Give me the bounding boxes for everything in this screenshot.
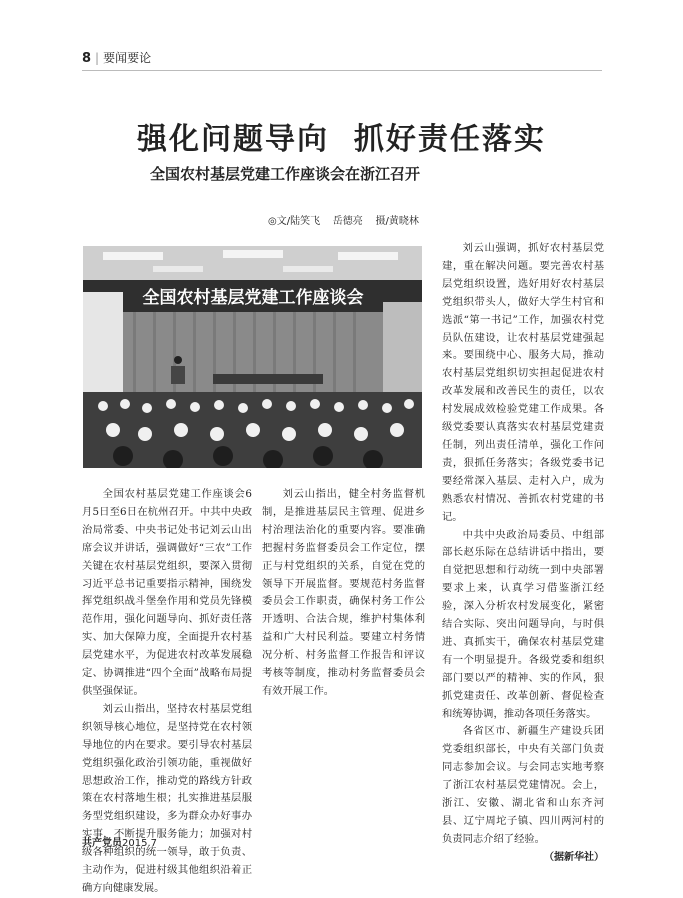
paragraph: 中共中央政治局委员、中组部部长赵乐际在总结讲话中指出，要自觉把思想和行动统一到中央部署要求上来，认真学习借鉴浙江经验，深入分析农村发展变化，紧密结合实际、突出问题导向，与时俱进、真抓实干，确保农村基层党建有一个明显提升。各级党委和组织部门要以严的精神、实的作风，狠抓党建责任、改革创新、督促检查和统筹协调，推动各项任务落实。 [442, 528, 604, 720]
page-header: 8 | 要闻要论 [82, 51, 152, 66]
article-subtitle: 全国农村基层党建工作座谈会在浙江召开 [150, 165, 421, 183]
header-rule [82, 70, 602, 71]
paragraph: 刘云山强调，抓好农村基层党建，重在解决问题。要完善农村基层党组织设置，选好用好农村基层党组织带头人，做好大学生村官和选派“第一书记”工作，加强农村党员队伍建设，让农村基层党建强起来。要围绕中心、服务大局，推动农村基层党组织切实担起促进农村改革发展和改善民生的责任，以农村发展成效检验党建工作成果。各级党委要认真落实农村基层党建责任制，列出责任清单，强化工作问责，狠抓任务落实；各级党委书记要经常深入基层、走村入户，成为熟悉农村情况、善抓农村党建的书记。 [442, 242, 604, 523]
section-name: 要闻要论 [103, 51, 152, 65]
page-number: 8 [82, 51, 92, 66]
text-column-3 [442, 240, 604, 867]
page-footer [82, 834, 157, 849]
byline: ◎文/陆笑飞 岳德亮 摄/黄晓林 [268, 216, 419, 227]
article-title: 强化问题导向 抓好责任落实 [137, 122, 546, 157]
paragraph-text: 各省区市、新疆生产建设兵团党委组织部长，中央有关部门负责同志参加会议。与会同志实地考察了浙江农村基层党建情况。会上，浙江、安徽、湖北省和山东齐河县、辽宁周坨子镇、四川两河村的负责同志介绍了经验。 [442, 725, 604, 845]
paragraph: 刘云山指出，健全村务监督机制，是推进基层民主管理、促进乡村治理法治化的重要内容。要准确把握村务监督委员会工作定位，摆正与村党组织的关系，自觉在党的领导下开展监督。要规范村务监督委员会工作职责，确保村务工作公开透明、合法合规，维护村集体利益和广大村民利益。要建立村务情况分析、村务监督工作报告和评议考核等制度，推动村务监督委员会有效开展工作。 [262, 488, 425, 697]
source-credit: （据新华社） [544, 851, 604, 863]
magazine-name: 共产党员 [82, 838, 122, 849]
paragraph: 全国农村基层党建工作座谈会6月5日至6日在杭州召开。中共中央政治局常委、中央书记处书记刘云山出席会议并讲话，强调做好“三农”工作关键在农村基层党组织，要深入贯彻习近平总书记重要指示精神，围绕发挥党组织战斗堡垒作用和党员先锋模范作用，强化问题导向、抓好责任落实、加大保障力度，全面提升农村基层党建水平，为促进农村改革发展稳定、协调推进“四个全面”战略布局提供坚强保证。 [82, 488, 252, 697]
banner-text: 全国农村基层党建工作座谈会 [142, 288, 364, 308]
issue-number: 2015.7 [122, 838, 157, 849]
paragraph [442, 723, 604, 863]
meeting-photo [83, 246, 422, 468]
text-column-2 [262, 486, 425, 701]
paragraph: 刘云山指出，坚持农村基层党组织领导核心地位，是坚持党在农村领导地位的内在要求。要引导农村基层党组织强化政治引领功能，重视做好思想政治工作，推动党的路线方针政策在农村落地生根；扎实推进基层服务型党组织建设，多为群众办好事办实事，不断提升服务能力；加强对村级各种组织的统一领导，敢于负责、主动作为，促进村级其他组织沿着正确方向健康发展。 [82, 702, 252, 894]
